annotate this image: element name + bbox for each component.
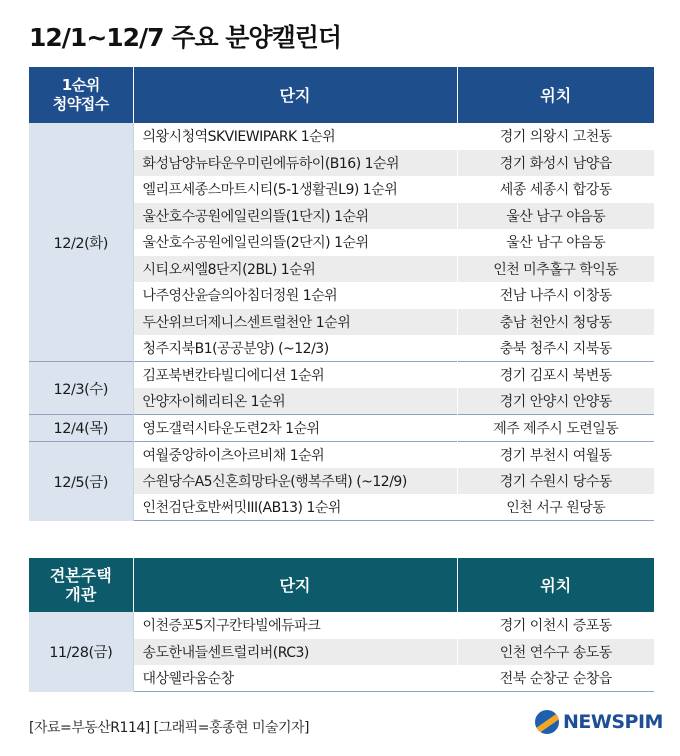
date-header-line2: 청약접수 (52, 95, 109, 113)
location-cell: 인천 미추홀구 학익동 (457, 256, 654, 283)
location-cell: 경기 부천시 여월동 (457, 441, 654, 468)
date-header-line1: 견본주택 (49, 566, 112, 585)
location-cell: 세종 세종시 합강동 (457, 176, 654, 203)
location-cell: 충북 청주시 지북동 (457, 335, 654, 362)
complex-name-cell: 두산위브더제니스센트럴천안 1순위 (133, 309, 457, 336)
location-cell: 제주 제주시 도련일동 (457, 415, 654, 442)
location-cell: 경기 화성시 남양읍 (457, 150, 654, 177)
location-cell: 경기 의왕시 고천동 (457, 123, 654, 150)
complex-name-cell: 김포북변칸타빌디에디션 1순위 (133, 362, 457, 389)
name-column-header: 단지 (133, 67, 457, 123)
model-house-table-body (29, 612, 654, 692)
location-cell: 경기 이천시 증포동 (457, 612, 654, 639)
date-cell: 11/28(금) (29, 612, 133, 692)
date-column-header (29, 67, 133, 123)
complex-name-cell: 엘리프세종스마트시티(5-1생활권L9) 1순위 (133, 176, 457, 203)
subscription-table-header (29, 67, 654, 123)
table-row (29, 415, 654, 442)
date-cell: 12/3(수) (29, 362, 133, 415)
table-row (29, 362, 654, 389)
complex-name-cell: 송도한내들센트럴리버(RC3) (133, 639, 457, 666)
location-cell: 전북 순창군 순창읍 (457, 665, 654, 692)
location-cell: 인천 연수구 송도동 (457, 639, 654, 666)
table-row (29, 612, 654, 639)
complex-name-cell: 대상웰라움순창 (133, 665, 457, 692)
complex-name-cell: 인천검단호반써밋III(AB13) 1순위 (133, 494, 457, 521)
complex-name-cell: 청주지북B1(공공분양) (~12/3) (133, 335, 457, 362)
location-cell: 울산 남구 야음동 (457, 229, 654, 256)
newspim-logo-icon (535, 710, 559, 734)
model-house-table-header (29, 558, 654, 612)
complex-name-cell: 의왕시청역SKVIEWIPARK 1순위 (133, 123, 457, 150)
complex-name-cell: 시티오씨엘8단지(2BL) 1순위 (133, 256, 457, 283)
complex-name-cell: 이천증포5지구칸타빌에듀파크 (133, 612, 457, 639)
model-house-table (29, 558, 654, 692)
table-row (29, 123, 654, 150)
complex-name-cell: 안양자이헤리티온 1순위 (133, 388, 457, 415)
location-cell: 경기 안양시 안양동 (457, 388, 654, 415)
location-cell: 인천 서구 원당동 (457, 494, 654, 521)
date-header-line2: 개관 (65, 585, 97, 604)
date-column-header (29, 558, 133, 612)
location-column-header: 위치 (457, 558, 654, 612)
location-cell: 충남 천안시 청당동 (457, 309, 654, 336)
location-cell: 전남 나주시 이창동 (457, 282, 654, 309)
complex-name-cell: 화성남양뉴타운우미린에듀하이(B16) 1순위 (133, 150, 457, 177)
location-cell: 경기 김포시 북변동 (457, 362, 654, 389)
location-cell: 울산 남구 야음동 (457, 203, 654, 230)
location-cell: 경기 수원시 당수동 (457, 468, 654, 495)
complex-name-cell: 울산호수공원에일린의뜰(1단지) 1순위 (133, 203, 457, 230)
date-cell: 12/4(목) (29, 415, 133, 442)
complex-name-cell: 여월중앙하이츠아르비채 1순위 (133, 441, 457, 468)
complex-name-cell: 나주영산윤슬의아침더정원 1순위 (133, 282, 457, 309)
name-column-header: 단지 (133, 558, 457, 612)
date-cell: 12/5(금) (29, 441, 133, 521)
date-header-line1: 1순위 (61, 76, 100, 94)
subscription-table-body (29, 123, 654, 521)
subscription-table (29, 67, 654, 521)
date-cell: 12/2(화) (29, 123, 133, 362)
complex-name-cell: 영도갤럭시타운도련2차 1순위 (133, 415, 457, 442)
page-title: 12/1~12/7 주요 분양캘린더 (29, 23, 342, 52)
logo-text: NEWSPIM (563, 711, 663, 733)
newspim-logo (535, 710, 663, 734)
source-credit: [자료=부동산R114] [그래픽=홍종현 미술기자] (29, 720, 310, 736)
complex-name-cell: 울산호수공원에일린의뜰(2단지) 1순위 (133, 229, 457, 256)
table-row (29, 441, 654, 468)
complex-name-cell: 수원당수A5신혼희망타운(행복주택) (~12/9) (133, 468, 457, 495)
location-column-header: 위치 (457, 67, 654, 123)
